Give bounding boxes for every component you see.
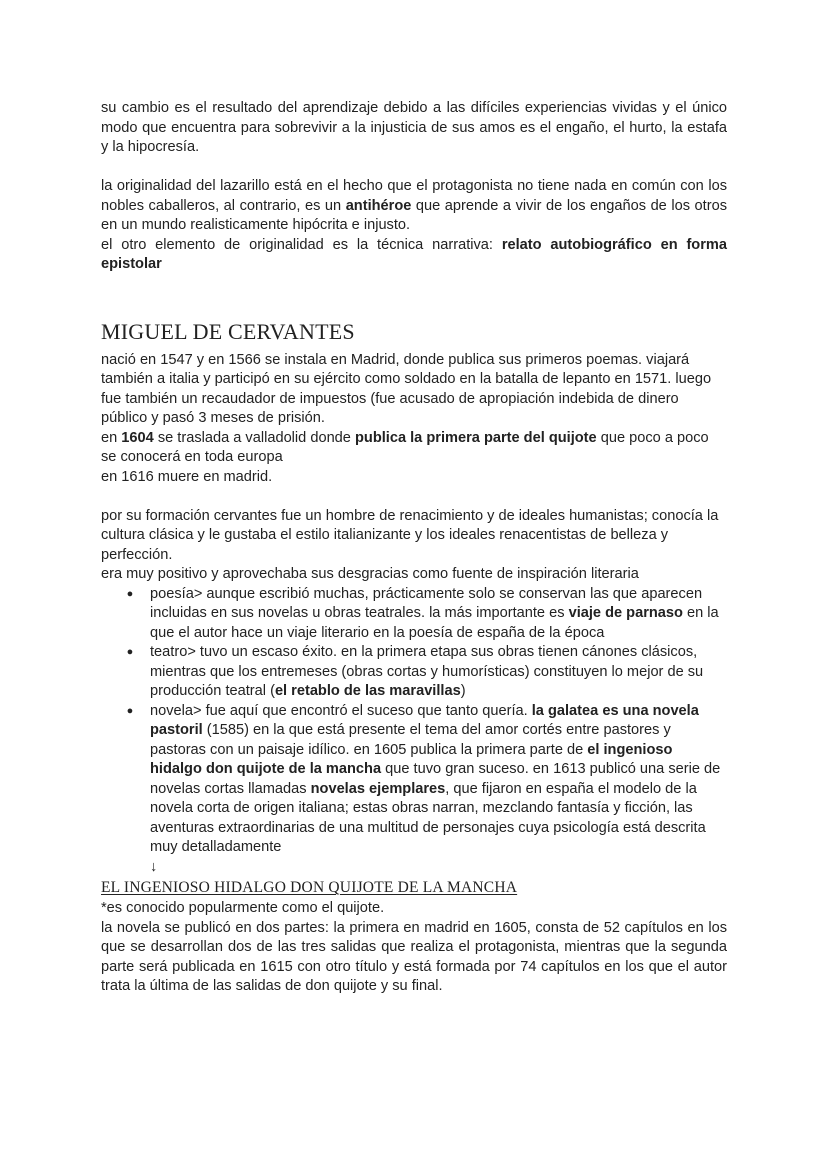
list-item-novela: ● novela> fue aquí que encontró el suceso que tanto quería. la galatea es una novela pastoril (1585) en la que está presente el tema del amor cortés entre pastores y pastoras con un paisaje idílico. en 1605 publica la primera parte de el ingenioso hidalgo don quijote de la mancha que tuvo gran suceso. en 1613 publicó una serie de novelas cortas llamadas novelas ejemplares, que fijaron en españa el modelo de la novela corta de origen italiana; estas obras narran, mezclando fantasía y ficción, las aventuras extraordinarias de una multitud de personajes cuya psicología está descrita muy detalladamente [126, 702, 721, 855]
formation-paragraph-1: por su formación cervantes fue un hombre de renacimiento y de ideales humanistas; conocía la cultura clásica y le gustaba el estilo italianizante y los ideales renacentistas de belleza y perfección. [101, 507, 719, 563]
bullet-icon: ● [126, 646, 134, 658]
bullet-icon: ● [126, 704, 134, 717]
formation-paragraph-2: era muy positivo y aprovechaba sus desgracias como fuente de inspiración literaria [101, 566, 639, 582]
section-title-cervantes: MIGUEL DE CERVANTES [101, 318, 355, 344]
bold-term: la galatea es una novela pastoril [150, 702, 699, 738]
bio-paragraph-3: en 1616 muere en madrid. [101, 468, 273, 485]
bold-term: el ingenioso hidalgo don quijote de la mancha [150, 741, 673, 777]
quijote-paragraph-1: *es conocido popularmente como el quijote. [101, 900, 385, 916]
works-list [101, 585, 727, 858]
list-item-teatro: ● teatro> tuvo un escaso éxito. en la primera etapa sus obras tienen cánones clásicos, mientras que los entremeses (obras cortas y humorísticas) constituyen lo mejor de su producción teatral (el retablo de las maravillas) [126, 644, 704, 699]
page-content [101, 99, 727, 997]
section-title-quijote: EL INGENIOSO HIDALGO DON QUIJOTE DE LA MANCHA [101, 879, 518, 896]
intro-paragraph-2: la originalidad del lazarillo está en el hecho que el protagonista no tiene nada en común con los nobles caballeros, al contrario, es un antihéroe que aprende a vivir de los engaños de los otros en un mundo realisticamente hipócrita e injusto. [101, 178, 727, 233]
bold-term: publica la primera parte del quijote [354, 429, 597, 446]
bold-term: relato autobiográfico en forma epistolar [101, 236, 727, 272]
intro-paragraph-3: el otro elemento de originalidad es la técnica narrativa: relato autobiográfico en forma epistolar [101, 236, 727, 272]
bold-term: antihéroe [345, 197, 412, 214]
bio-paragraph-1: nació en 1547 y en 1566 se instala en Madrid, donde publica sus primeros poemas. viajará también a italia y participó en su ejército como soldado en la batalla de lepanto en 1571. luego fue también un recaudador de impuestos (fue acusado de apropiación indebida de dinero público y pasó 3 meses de prisión. [101, 351, 712, 426]
list-item-poesia: ● poesía> aunque escribió muchas, prácticamente solo se conservan las que aparecen incluidas en sus novelas u obras teatrales. la más importante es viaje de parnaso en la que el autor hace un viaje literario en la poesía de españa de la época [126, 585, 719, 641]
bio-paragraph-2: en 1604 se traslada a valladolid donde publica la primera parte del quijote que poco a poco se conocerá en toda europa [101, 429, 709, 465]
intro-paragraph-1: su cambio es el resultado del aprendizaje debido a las difíciles experiencias vividas y el único modo que encuentra para sobrevivir a la injusticia de sus amos es el engaño, el hurto, la estafa y la hipocresía. [101, 100, 727, 155]
bold-term: el retablo de las maravillas [274, 683, 461, 699]
quijote-paragraph-2: la novela se publicó en dos partes: la primera en madrid en 1605, consta de 52 capítulos en los que se desarrollan dos de las tres salidas que realiza el protagonista, mientras que la segunda parte será publicada en 1615 con otro título y está formada por 74 capítulos en los que el autor trata la última de las salidas de don quijote y su final. [101, 919, 727, 994]
bullet-icon: ● [126, 587, 134, 600]
bold-term: viaje de parnaso [568, 605, 683, 621]
bold-term: 1604 [121, 429, 154, 446]
down-arrow-icon: ↓ [150, 858, 158, 875]
bold-term: novelas ejemplares [310, 780, 446, 797]
